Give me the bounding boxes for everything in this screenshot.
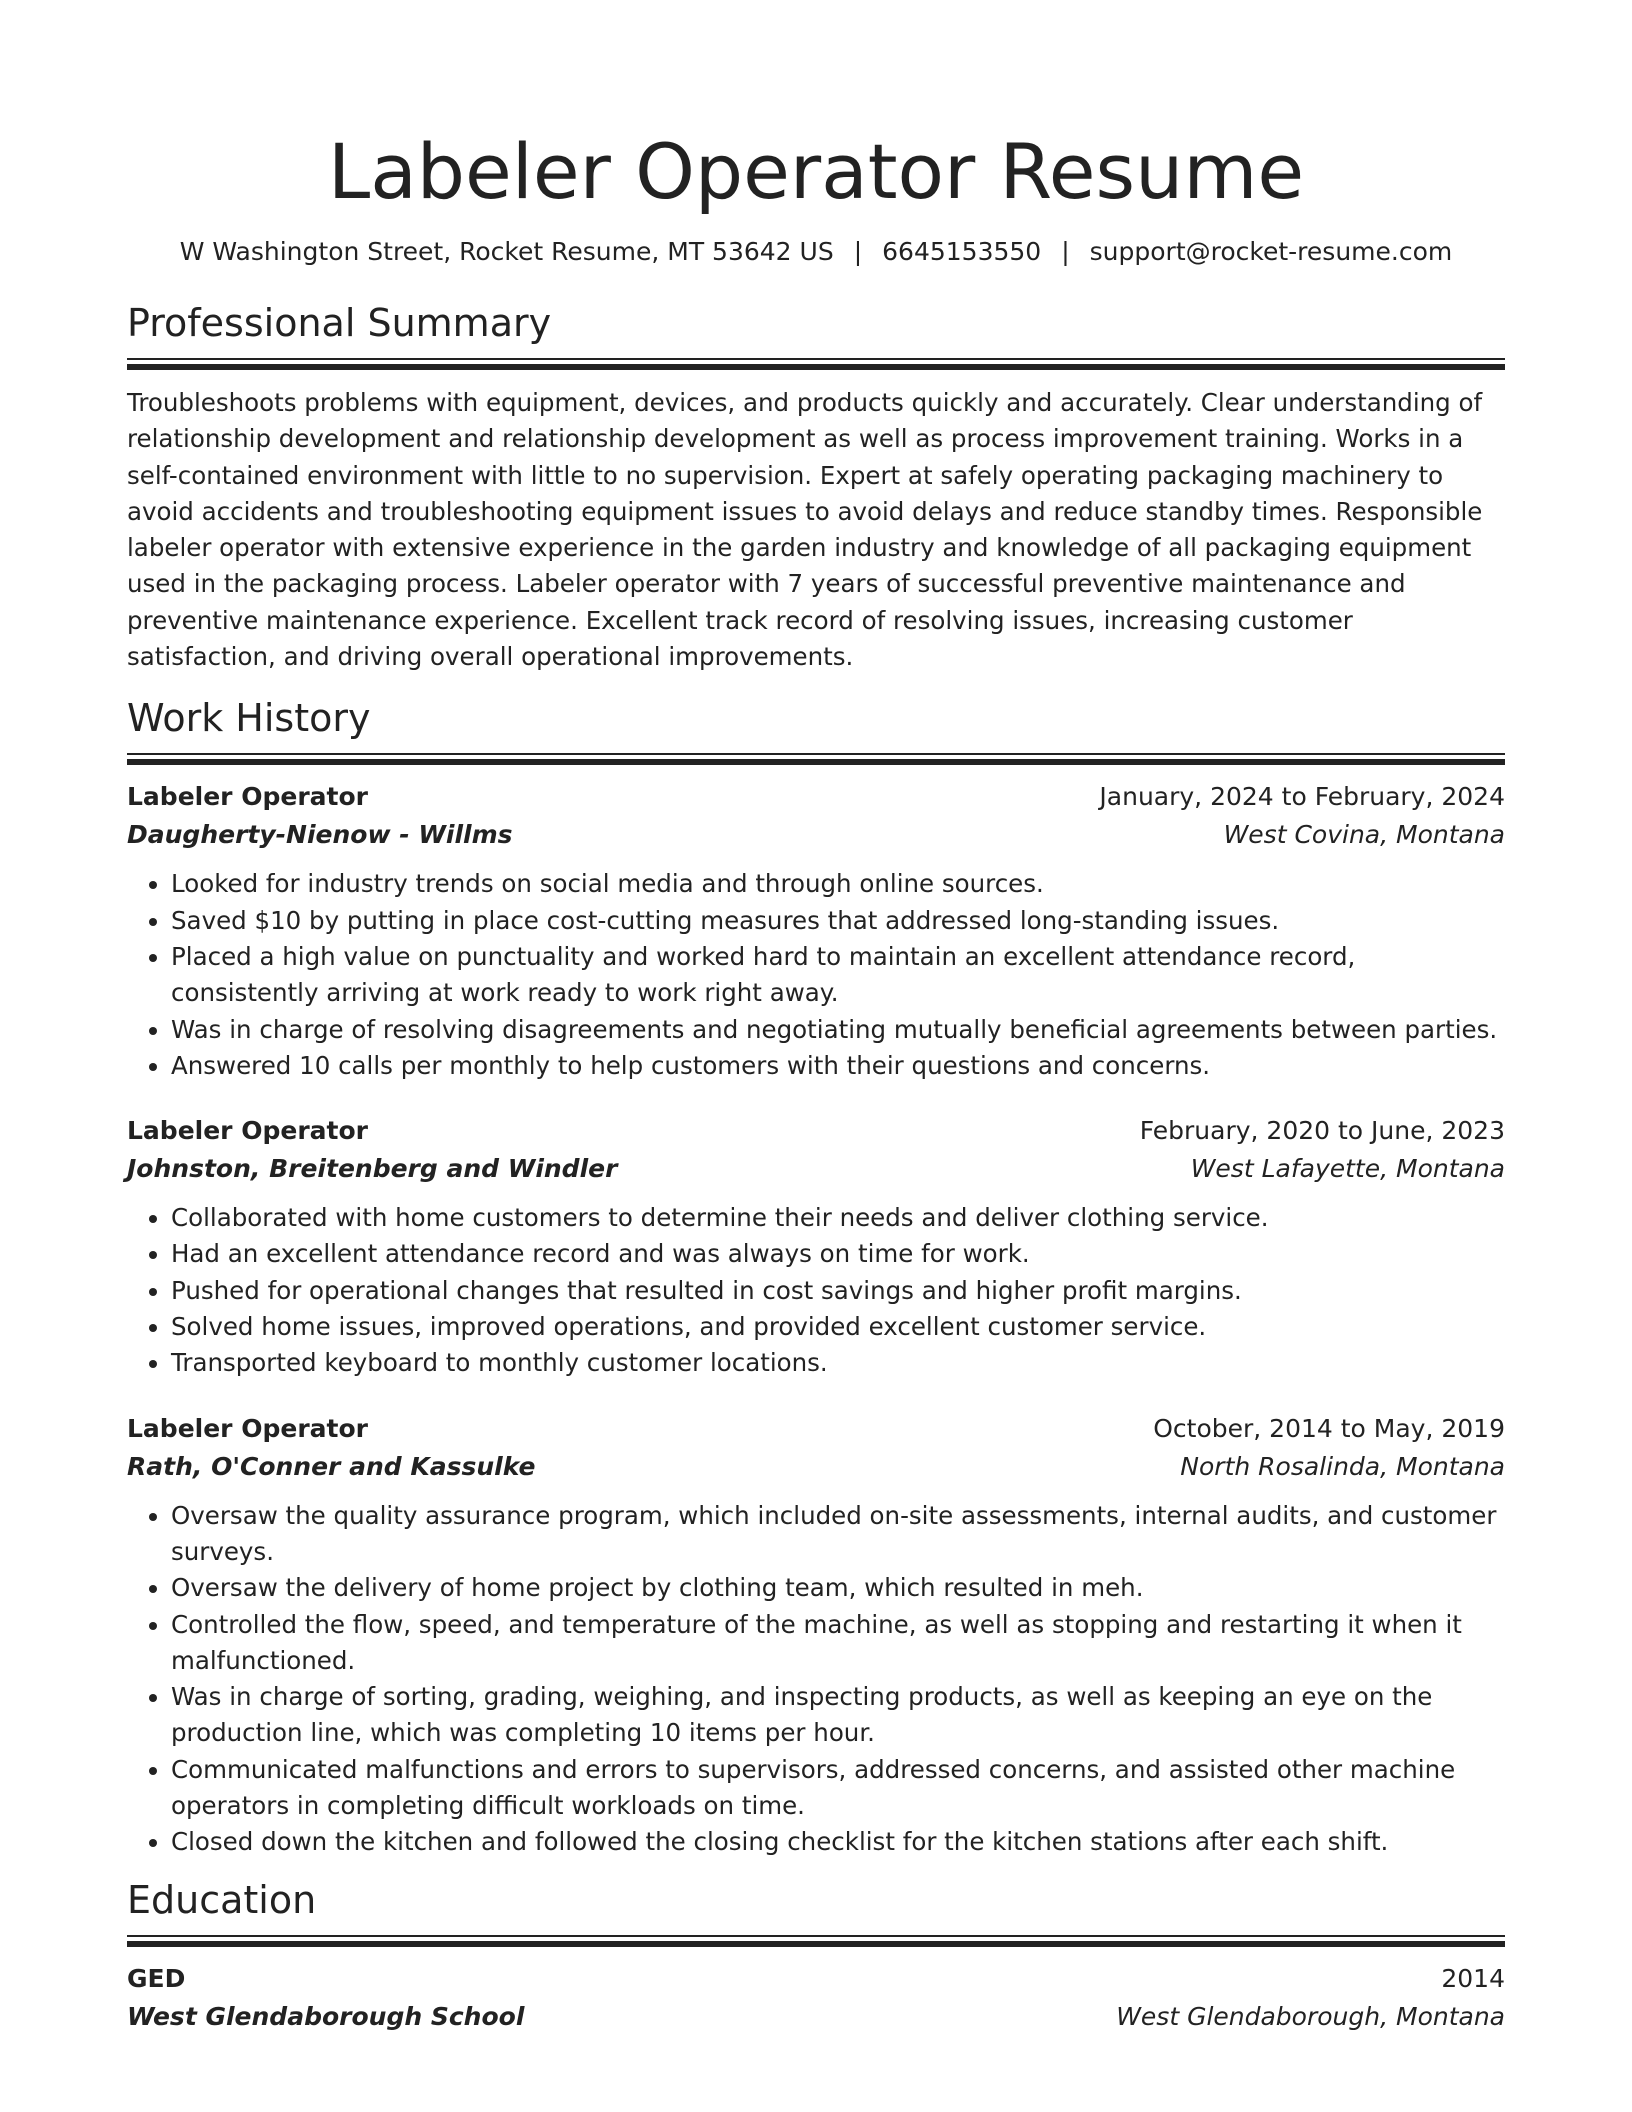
- job-header-row: [127, 778, 1505, 816]
- job-header-row: [127, 1112, 1505, 1150]
- job-bullet: • Oversaw the delivery of home project by clothing team, which resulted in meh.: [171, 1570, 1505, 1606]
- job-entry: [127, 1410, 1505, 1861]
- job-company-row: [127, 1150, 1505, 1188]
- job-dates: February, 2020 to June, 2023: [1139, 1116, 1505, 1146]
- job-entry: [127, 1112, 1505, 1381]
- education-school: West Glendaborough School: [127, 2001, 525, 2031]
- job-company: Johnston, Breitenberg and Windler: [127, 1154, 618, 1184]
- job-bullet: • Transported keyboard to monthly customer locations.: [171, 1345, 1505, 1381]
- section-divider: [127, 358, 1505, 369]
- education-header-row: [127, 1960, 1505, 1998]
- contact-separator: |: [1061, 237, 1070, 266]
- contact-email: support@rocket-resume.com: [1089, 237, 1453, 266]
- education-heading: Education: [127, 1877, 317, 1922]
- job-title: Labeler Operator: [127, 1413, 368, 1443]
- job-location: West Lafayette, Montana: [1190, 1154, 1505, 1184]
- job-bullet: • Placed a high value on punctuality and worked hard to maintain an excellent attendance record, consistently arriving at work ready to work right away.: [171, 939, 1505, 1012]
- job-bullets: [127, 1498, 1505, 1861]
- contact-separator: |: [853, 237, 863, 266]
- job-bullets: [127, 1200, 1505, 1381]
- job-company-row: [127, 816, 1505, 854]
- summary-section: [127, 300, 1505, 675]
- job-location: North Rosalinda, Montana: [1180, 1451, 1505, 1481]
- job-bullet: • Answered 10 calls per monthly to help customers with their questions and concerns.: [171, 1048, 1505, 1084]
- job-bullet: • Collaborated with home customers to determine their needs and deliver clothing service.: [171, 1200, 1505, 1236]
- job-bullet: • Controlled the flow, speed, and temperature of the machine, as well as stopping and restarting it when it malfunctioned.: [171, 1607, 1505, 1680]
- job-title: Labeler Operator: [127, 782, 368, 812]
- education-degree: GED: [127, 1963, 186, 1993]
- contact-line: [127, 236, 1505, 268]
- job-header-row: [127, 1410, 1505, 1448]
- job-dates: January, 2024 to February, 2024: [1099, 782, 1505, 812]
- education-section: [127, 1877, 1505, 2036]
- education-location: West Glendaborough, Montana: [1116, 2001, 1505, 2031]
- education-entry: [127, 1960, 1505, 2036]
- resume-title: Labeler Operator Resume: [327, 127, 1305, 216]
- job-bullet: • Had an excellent attendance record and was always on time for work.: [171, 1236, 1505, 1272]
- job-bullet: • Communicated malfunctions and errors to supervisors, addressed concerns, and assisted other machine operators in completing difficult workloads on time.: [171, 1752, 1505, 1825]
- section-divider: [127, 1935, 1505, 1946]
- job-location: West Covina, Montana: [1223, 820, 1505, 850]
- job-company: Daugherty-Nienow - Willms: [127, 820, 513, 850]
- job-bullet: • Closed down the kitchen and followed the closing checklist for the kitchen stations after each shift.: [171, 1824, 1505, 1860]
- job-company-row: [127, 1448, 1505, 1486]
- work-history-heading: Work History: [127, 696, 371, 741]
- job-entry: [127, 778, 1505, 1084]
- job-dates: October, 2014 to May, 2019: [1153, 1413, 1505, 1443]
- job-company: Rath, O'Conner and Kassulke: [127, 1451, 536, 1481]
- job-bullet: • Pushed for operational changes that resulted in cost savings and higher profit margins.: [171, 1273, 1505, 1309]
- education-school-row: [127, 1998, 1505, 2036]
- work-history-section: [127, 695, 1505, 1860]
- section-divider: [127, 753, 1505, 764]
- contact-phone: 6645153550: [882, 237, 1042, 266]
- job-bullet: • Was in charge of sorting, grading, weighing, and inspecting products, as well as keeping an eye on the production line, which was completing 10 items per hour.: [171, 1679, 1505, 1752]
- job-title: Labeler Operator: [127, 1116, 368, 1146]
- contact-address: W Washington Street, Rocket Resume, MT 53642 US: [179, 237, 834, 266]
- job-bullet: • Saved $10 by putting in place cost-cutting measures that addressed long-standing issues.: [171, 903, 1505, 939]
- summary-heading: Professional Summary: [127, 301, 552, 345]
- job-bullet: • Oversaw the quality assurance program, which included on-site assessments, internal audits, and customer surveys.: [171, 1498, 1505, 1571]
- summary-text: Troubleshoots problems with equipment, devices, and products quickly and accurately. Clear understanding of relationship development and relationship development as well as process improvement training. Works in a self-contained environment with little to no supervision. Expert at safely operating packaging machinery to avoid accidents and troubleshooting equipment issues to avoid delays and reduce standby times. Responsible labeler operator with extensive experience in the garden industry and knowledge of all packaging equipment used in the packaging process. Labeler operator with 7 years of successful preventive maintenance and preventive maintenance experience. Excellent track record of resolving issues, increasing customer satisfaction, and driving overall operational improvements.: [127, 388, 1483, 672]
- job-bullet: • Solved home issues, improved operations, and provided excellent customer service.: [171, 1309, 1505, 1345]
- education-year: 2014: [1441, 1963, 1505, 1993]
- job-bullet: • Was in charge of resolving disagreements and negotiating mutually beneficial agreements between parties.: [171, 1012, 1505, 1048]
- job-bullet: • Looked for industry trends on social media and through online sources.: [171, 866, 1505, 902]
- job-bullets: [127, 866, 1505, 1084]
